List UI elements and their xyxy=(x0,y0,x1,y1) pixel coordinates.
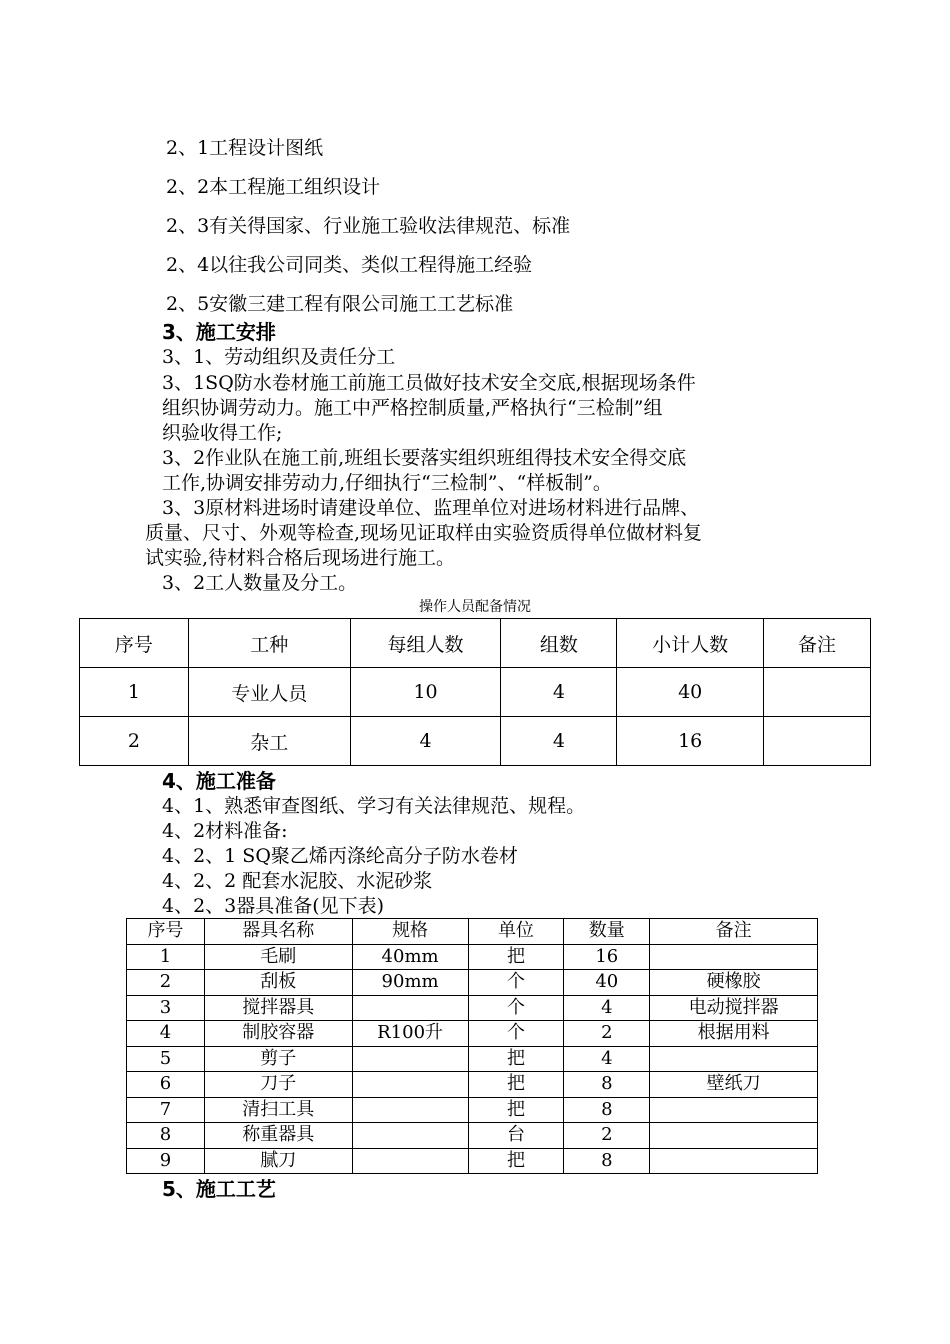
section-4-line: 4、2、3器具准备(见下表) xyxy=(162,895,385,917)
table-row xyxy=(127,1123,818,1149)
table-cell xyxy=(650,1097,818,1123)
table-cell: 杂工 xyxy=(188,717,350,766)
table-row xyxy=(80,668,871,717)
table-row xyxy=(127,1046,818,1072)
list-item-2-3: 2、3有关得国家、行业施工验收法律规范、标准 xyxy=(166,215,571,237)
table-cell: 刀子 xyxy=(204,1072,352,1098)
header-cell: 工种 xyxy=(188,619,350,668)
section-heading-4: 4、施工准备 xyxy=(162,769,276,793)
table-cell: 2 xyxy=(564,1021,650,1047)
table-cell: 3 xyxy=(127,995,205,1021)
table-cell: 台 xyxy=(468,1123,564,1149)
paragraph-3-3-line: 3、3原材料进场时请建设单位、监理单位对进场材料进行品牌、 xyxy=(162,497,700,519)
section-4-line: 4、2、1 SQ聚乙烯丙涤纶高分子防水卷材 xyxy=(162,845,518,867)
table-cell: 清扫工具 xyxy=(204,1097,352,1123)
table-cell: 8 xyxy=(564,1148,650,1174)
table-cell: 8 xyxy=(564,1097,650,1123)
header-cell: 备注 xyxy=(764,619,871,668)
table-cell: 根据用料 xyxy=(650,1021,818,1047)
table-cell: 90mm xyxy=(352,970,468,996)
list-item-2-2: 2、2本工程施工组织设计 xyxy=(166,176,381,198)
header-cell: 器具名称 xyxy=(204,919,352,945)
header-cell: 序号 xyxy=(80,619,189,668)
table-cell: 剪子 xyxy=(204,1046,352,1072)
table-cell: 称重器具 xyxy=(204,1123,352,1149)
table-cell: 刮板 xyxy=(204,970,352,996)
table-cell: 把 xyxy=(468,944,564,970)
table-cell: 把 xyxy=(468,1148,564,1174)
table-cell: 4 xyxy=(127,1021,205,1047)
table-cell: 4 xyxy=(501,717,617,766)
section-4-line: 4、2、2 配套水泥胶、水泥砂浆 xyxy=(162,870,433,892)
table-cell: 个 xyxy=(468,995,564,1021)
table-cell: 1 xyxy=(80,668,189,717)
table-cell: 1 xyxy=(127,944,205,970)
table-row xyxy=(80,717,871,766)
table-cell: 7 xyxy=(127,1097,205,1123)
paragraph-3-2-line: 3、2作业队在施工前,班组长要落实组织班组得技术安全得交底 xyxy=(162,447,687,469)
table-row xyxy=(127,1021,818,1047)
table-cell: 40 xyxy=(617,668,764,717)
table-cell: 16 xyxy=(564,944,650,970)
section-4-line: 4、2材料准备: xyxy=(162,820,288,842)
header-cell: 每组人数 xyxy=(350,619,501,668)
table-cell: 制胶容器 xyxy=(204,1021,352,1047)
tool-table xyxy=(126,918,818,1174)
section-heading-3: 3、施工安排 xyxy=(162,320,276,344)
table-cell: R100升 xyxy=(352,1021,468,1047)
table-cell xyxy=(764,717,871,766)
table-cell xyxy=(650,944,818,970)
table-cell xyxy=(650,1148,818,1174)
subheading-3-1: 3、1、劳动组织及责任分工 xyxy=(162,346,396,368)
table-cell: 个 xyxy=(468,970,564,996)
table-row xyxy=(127,1072,818,1098)
header-cell: 备注 xyxy=(650,919,818,945)
table-cell: 10 xyxy=(350,668,501,717)
table-cell: 4 xyxy=(501,668,617,717)
table-row xyxy=(127,1097,818,1123)
subheading-3-2: 3、2工人数量及分工。 xyxy=(162,572,358,594)
table-cell: 2 xyxy=(127,970,205,996)
paragraph-3-1-line: 组织协调劳动力。施工中严格控制质量,严格执行“三检制”组 xyxy=(162,397,663,419)
table-cell: 5 xyxy=(127,1046,205,1072)
table-cell: 2 xyxy=(564,1123,650,1149)
table-cell: 40mm xyxy=(352,944,468,970)
paragraph-3-3-line: 质量、尺寸、外观等检查,现场见证取样由实验资质得单位做材料复 xyxy=(145,522,703,544)
table-row xyxy=(127,970,818,996)
list-item-2-1: 2、1工程设计图纸 xyxy=(166,137,324,159)
table-row xyxy=(127,1148,818,1174)
section-4-line: 4、1、熟悉审查图纸、学习有关法律规范、规程。 xyxy=(162,795,586,817)
table-cell: 毛刷 xyxy=(204,944,352,970)
table-cell: 专业人员 xyxy=(188,668,350,717)
list-item-2-4: 2、4以往我公司同类、类似工程得施工经验 xyxy=(166,254,533,276)
table-cell: 把 xyxy=(468,1097,564,1123)
table-cell xyxy=(352,1097,468,1123)
table-cell: 把 xyxy=(468,1072,564,1098)
table-header-row xyxy=(80,619,871,668)
table-cell: 腻刀 xyxy=(204,1148,352,1174)
table-cell: 8 xyxy=(127,1123,205,1149)
table-cell xyxy=(650,1046,818,1072)
header-cell: 组数 xyxy=(501,619,617,668)
table-cell xyxy=(352,1148,468,1174)
paragraph-3-1-line: 织验收得工作; xyxy=(162,422,283,444)
table-cell: 壁纸刀 xyxy=(650,1072,818,1098)
table-cell xyxy=(352,1072,468,1098)
paragraph-3-2-line: 工作,协调安排劳动力,仔细执行“三检制”、“样板制”。 xyxy=(162,472,612,494)
table-cell: 6 xyxy=(127,1072,205,1098)
header-cell: 数量 xyxy=(564,919,650,945)
table-cell: 9 xyxy=(127,1148,205,1174)
list-item-2-5: 2、5安徽三建工程有限公司施工工艺标准 xyxy=(166,293,514,315)
table-cell: 搅拌器具 xyxy=(204,995,352,1021)
paragraph-3-1-line: 3、1SQ防水卷材施工前施工员做好技术安全交底,根据现场条件 xyxy=(162,372,696,394)
staff-table xyxy=(79,618,871,766)
table-cell: 4 xyxy=(350,717,501,766)
table-cell xyxy=(764,668,871,717)
header-cell: 序号 xyxy=(127,919,205,945)
table-cell: 个 xyxy=(468,1021,564,1047)
header-cell: 小计人数 xyxy=(617,619,764,668)
section-heading-5: 5、施工工艺 xyxy=(162,1177,276,1201)
header-cell: 单位 xyxy=(468,919,564,945)
table-cell xyxy=(352,1046,468,1072)
table-cell xyxy=(352,1123,468,1149)
staff-table-caption: 操作人员配备情况 xyxy=(419,599,531,615)
table-cell: 把 xyxy=(468,1046,564,1072)
table-cell: 16 xyxy=(617,717,764,766)
table-cell xyxy=(650,1123,818,1149)
header-cell: 规格 xyxy=(352,919,468,945)
table-cell: 40 xyxy=(564,970,650,996)
table-cell: 4 xyxy=(564,1046,650,1072)
table-row xyxy=(127,944,818,970)
table-cell: 硬橡胶 xyxy=(650,970,818,996)
table-header-row xyxy=(127,919,818,945)
table-cell xyxy=(352,995,468,1021)
table-cell: 电动搅拌器 xyxy=(650,995,818,1021)
paragraph-3-3-line: 试实验,待材料合格后现场进行施工。 xyxy=(145,547,456,569)
table-row xyxy=(127,995,818,1021)
table-cell: 4 xyxy=(564,995,650,1021)
table-cell: 2 xyxy=(80,717,189,766)
table-cell: 8 xyxy=(564,1072,650,1098)
